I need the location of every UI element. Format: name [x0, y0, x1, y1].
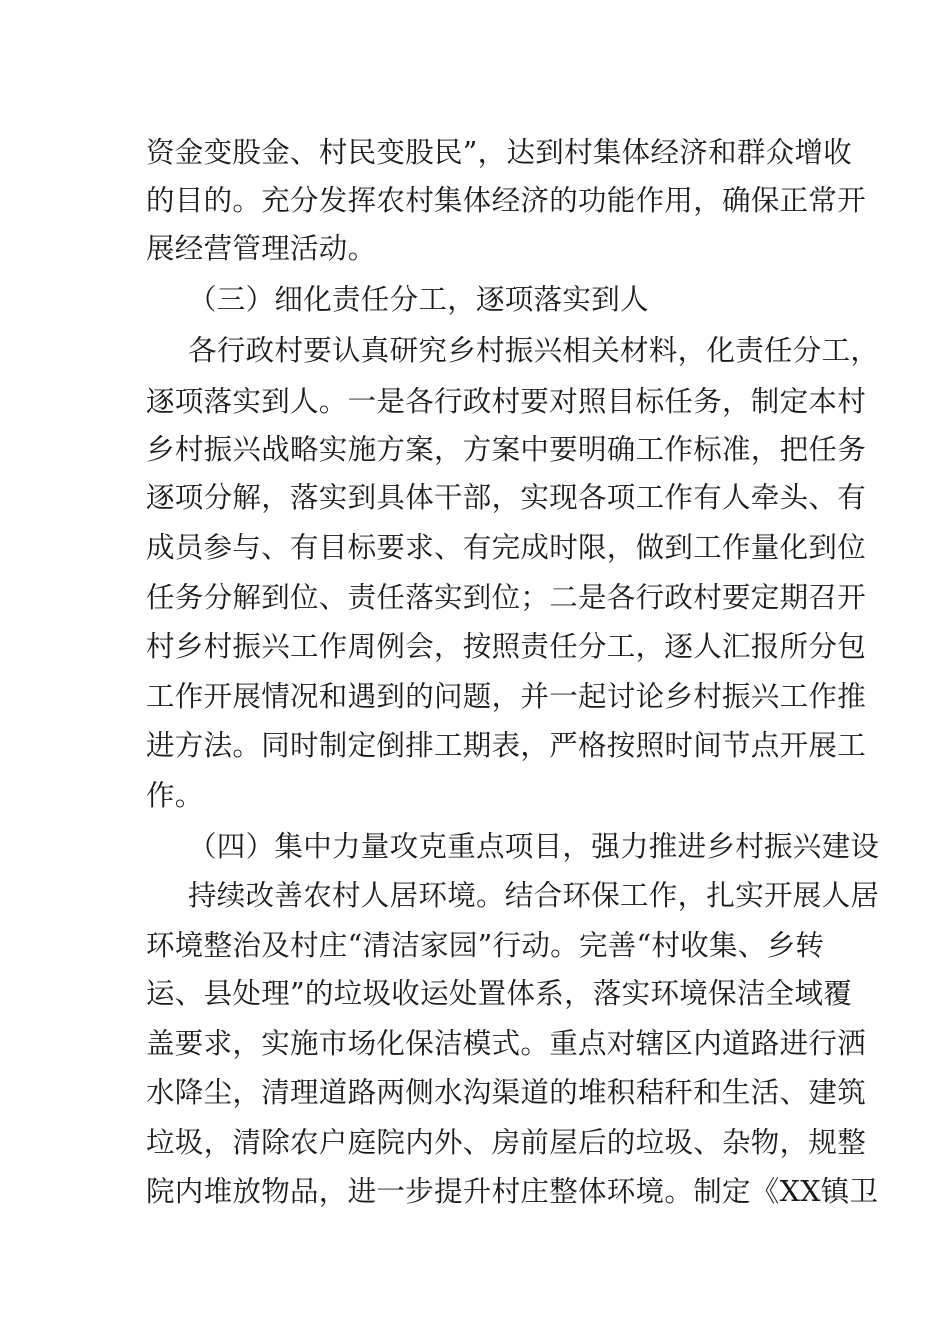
- text-line: 逐项分解，落实到具体干部，实现各项工作有人牵头、有: [146, 481, 867, 514]
- text-line: 持续改善农村人居环境。结合环保工作，扎实开展人居: [188, 879, 880, 912]
- section-heading-three: （三）细化责任分工，逐项落实到人: [188, 283, 649, 316]
- text-line: 院内堆放物品，进一步提升村庄整体环境。制定《XX镇卫: [146, 1175, 879, 1208]
- text-line: 村乡村振兴工作周例会，按照责任分工，逐人汇报所分包: [146, 630, 867, 663]
- text-line: 各行政村要认真研究乡村振兴相关材料，化责任分工，: [188, 334, 880, 367]
- text-line: 资金变股金、村民变股民”，达到村集体经济和群众增收: [146, 136, 853, 169]
- text-line: 运、县处理”的垃圾收运处置体系，落实环境保洁全域覆: [146, 977, 853, 1010]
- text-line: 垃圾，清除农户庭院内外、房前屋后的垃圾、杂物，规整: [146, 1126, 867, 1159]
- text-line: 作。: [146, 779, 204, 812]
- text-line: 环境整治及村庄“清洁家园”行动。完善“村收集、乡转: [146, 929, 825, 962]
- text-line: 的目的。充分发挥农村集体经济的功能作用，确保正常开: [146, 184, 867, 217]
- text-line: 任务分解到位、责任落实到位；二是各行政村要定期召开: [146, 581, 867, 614]
- text-line: 进方法。同时制定倒排工期表，严格按照时间节点开展工: [146, 729, 867, 762]
- text-line: 逐项落实到人。一是各行政村要对照目标任务，制定本村: [146, 385, 867, 418]
- text-line: 乡村振兴战略实施方案，方案中要明确工作标准，把任务: [146, 433, 867, 466]
- section-heading-four: （四）集中力量攻克重点项目，强力推进乡村振兴建设: [188, 830, 880, 863]
- text-line: 盖要求，实施市场化保洁模式。重点对辖区内道路进行洒: [146, 1027, 867, 1060]
- text-line: 展经营管理活动。: [146, 232, 377, 265]
- text-line: 成员参与、有目标要求、有完成时限，做到工作量化到位: [146, 531, 867, 564]
- text-line: 水降尘，清理道路两侧水沟渠道的堆积秸秆和生活、建筑: [146, 1076, 867, 1109]
- text-line: 工作开展情况和遇到的问题，并一起讨论乡村振兴工作推: [146, 680, 867, 713]
